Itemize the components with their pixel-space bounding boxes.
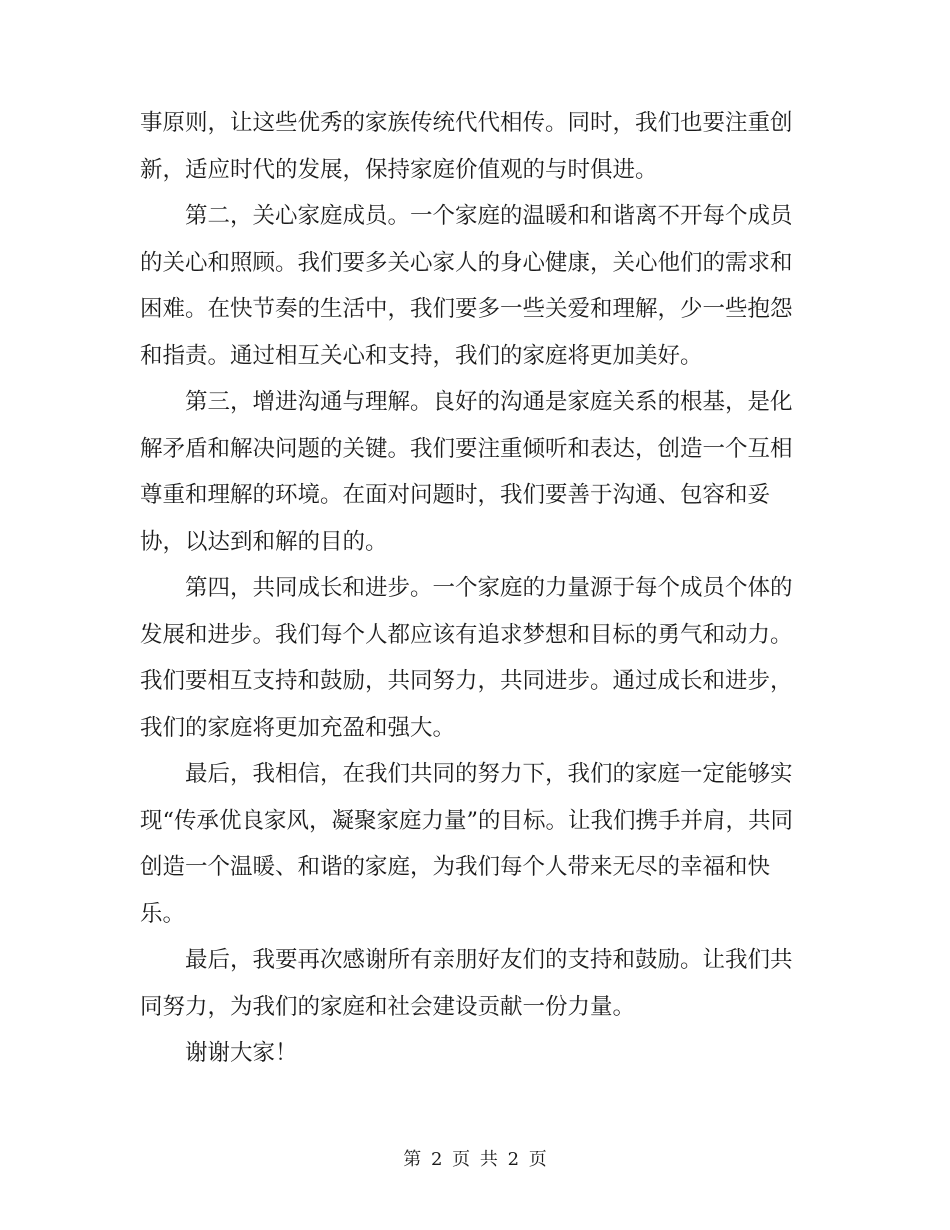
paragraph-continuation: 事原则，让这些优秀的家族传统代代相传。同时，我们也要注重创新，适应时代的发展，保持家庭价值观的与时俱进。 xyxy=(140,110,793,183)
paragraph-belief: 最后，我相信，在我们共同的努力下，我们的家庭一定能够实现“传承优良家风，凝聚家庭力量”的目标。让我们携手并肩，共同创造一个温暖、和谐的家庭，为我们每个人带来无尽的幸福和快乐。 xyxy=(140,761,794,927)
page-footer: 第 2 页 共 2 页 xyxy=(403,1149,547,1170)
document-body xyxy=(140,100,800,1077)
paragraph-communication: 第三，增进沟通与理解。良好的沟通是家庭关系的根基，是化解矛盾和解决问题的关键。我们要注重倾听和表达，创造一个互相尊重和理解的环境。在面对问题时，我们要善于沟通、包容和妥协，以达到和解的目的。 xyxy=(140,389,793,555)
paragraph-thanks: 最后，我要再次感谢所有亲朋好友们的支持和鼓励。让我们共同努力，为我们的家庭和社会建设贡献一份力量。 xyxy=(140,947,793,1020)
paragraph-growth: 第四，共同成长和进步。一个家庭的力量源于每个成员个体的发展和进步。我们每个人都应该有追求梦想和目标的勇气和动力。我们要相互支持和鼓励，共同努力，共同进步。通过成长和进步，我们的家庭将更加充盈和强大。 xyxy=(140,575,793,741)
paragraph-closing: 谢谢大家！ xyxy=(185,1040,298,1066)
paragraph-care-family: 第二，关心家庭成员。一个家庭的温暖和和谐离不开每个成员的关心和照顾。我们要多关心家人的身心健康，关心他们的需求和困难。在快节奏的生活中，我们要多一些关爱和理解，少一些抱怨和指责。通过相互关心和支持，我们的家庭将更加美好。 xyxy=(140,203,793,369)
